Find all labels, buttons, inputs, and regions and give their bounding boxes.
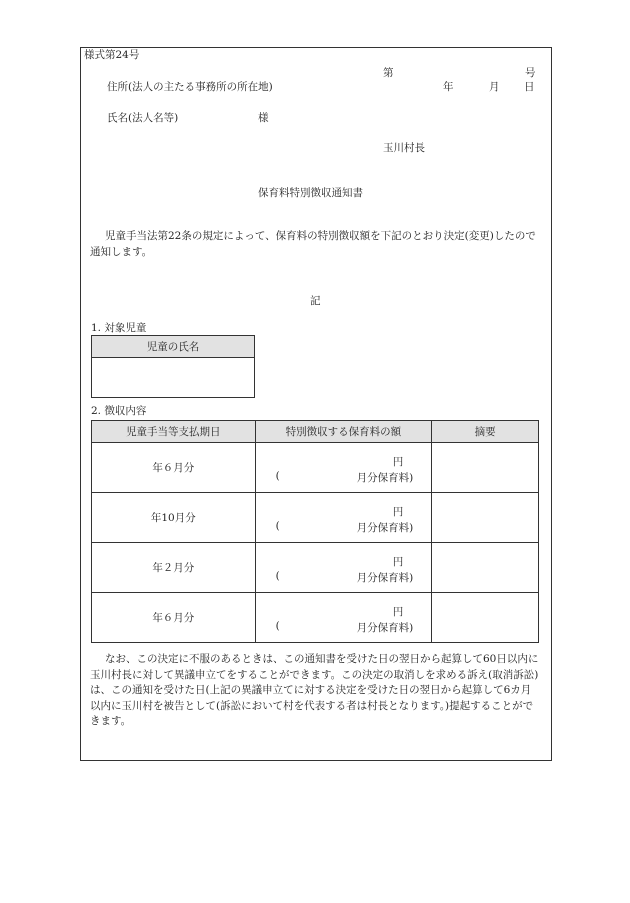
open-paren: ( [275,470,280,482]
appeal-notice: なお、この決定に不服のあるときは、この通知書を受けた日の翌日から起算して60日以内に玉川村長に対して異議申立てをすることができます。この決定の取消しを求める訴え(取消訴訟)は、この通知を受けた日(上記の異議申立てに対する決定を受けた日の翌日から起算して6カ月以内に玉川村を被告として(訴訟において村を代表する者は村長となります。)提起することができます。 [90,653,539,727]
payment-period: 年６月分 [92,443,256,493]
payment-period: 年２月分 [92,543,256,593]
remarks-cell [432,493,539,543]
col-remarks-header: 摘要 [432,421,539,443]
fee-month-label: 月分保育料) [356,572,414,584]
remarks-cell [432,543,539,593]
issuer: 玉川村長 [383,142,425,154]
recipient-name-label: 氏名(法人名等) [107,112,179,124]
child-table [91,335,255,398]
col-fee-amount-header: 特別徴収する保育料の額 [255,421,432,443]
fee-month-label: 月分保育料) [356,472,414,484]
yen-unit: 円 [392,606,404,618]
recipient-address-label: 住所(法人の主たる事務所の所在地) [107,81,273,93]
collection-table [91,420,539,643]
fee-amount-cell [255,493,432,543]
open-paren: ( [275,570,280,582]
child-name-cell [92,358,255,398]
honorific: 様 [258,112,269,124]
table-row [92,493,539,543]
date-month-label: 月 [489,81,500,93]
document-title: 保育料特別徴収通知書 [258,187,363,199]
fee-amount-cell [255,593,432,643]
intro-paragraph: 児童手当法第22条の規定によって、保育料の特別徴収額を下記のとおり決定(変更)したので通知します。 [90,230,536,258]
fee-amount-cell [255,443,432,493]
document-number-prefix: 第 [383,67,394,79]
remarks-cell [432,443,539,493]
remarks-cell [432,593,539,643]
section1-heading: 1. 対象児童 [91,322,147,334]
table-row [92,543,539,593]
table-row [92,593,539,643]
yen-unit: 円 [392,456,404,468]
document-number-suffix: 号 [525,67,536,79]
open-paren: ( [275,620,280,632]
date-day-label: 日 [524,81,535,93]
fee-month-label: 月分保育料) [356,622,414,634]
payment-period: 年６月分 [92,593,256,643]
ki-label: 記 [310,295,321,307]
table-row [92,443,539,493]
fee-month-label: 月分保育料) [356,522,414,534]
payment-period: 年10月分 [92,493,256,543]
child-name-header: 児童の氏名 [92,336,255,358]
col-payment-date-header: 児童手当等支払期日 [92,421,256,443]
section2-heading: 2. 徴収内容 [91,405,147,417]
date-year-label: 年 [443,81,454,93]
yen-unit: 円 [392,556,404,568]
form-number: 様式第24号 [84,49,140,61]
yen-unit: 円 [392,506,404,518]
open-paren: ( [275,520,280,532]
fee-amount-cell [255,543,432,593]
